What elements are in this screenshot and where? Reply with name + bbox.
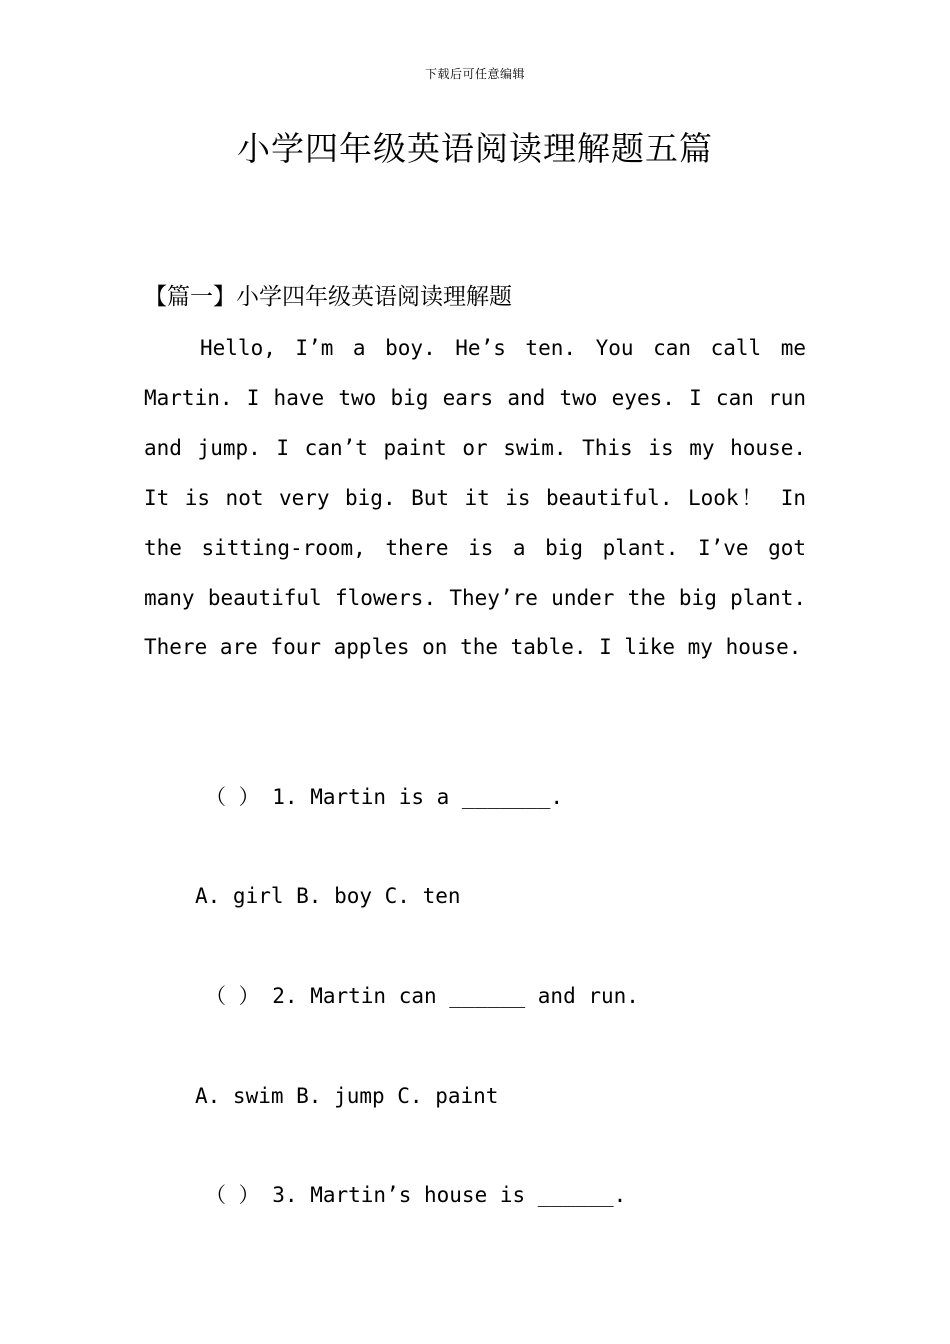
question-3-stem: （ ） 3. Martin’s house is ______. <box>205 1183 627 1207</box>
document-title: 小学四年级英语阅读理解题五篇 <box>237 129 713 168</box>
reading-passage: Hello, I’m a boy. He’s ten. You can call me Martin. I have two big ears and two eyes. I can run and jump. I can’t paint or swim. This is my house. It is not very big. But it is beautiful. Look！ In the sitting-room, there is a big plant. I’ve got many beautiful flowers. They’re under the big plant. There are four apples on the table. I like my house. <box>144 336 806 660</box>
question-2-stem: （ ） 2. Martin can ______ and run. <box>205 984 639 1008</box>
header-note: 下载后可任意编辑 <box>424 67 525 81</box>
question-1-stem: （ ） 1. Martin is a _______. <box>205 785 564 809</box>
question-1-options: A. girl B. boy C. ten <box>195 884 461 908</box>
question-2-options: A. swim B. jump C. paint <box>195 1084 499 1108</box>
section-heading: 【篇一】小学四年级英语阅读理解题 <box>144 284 512 310</box>
